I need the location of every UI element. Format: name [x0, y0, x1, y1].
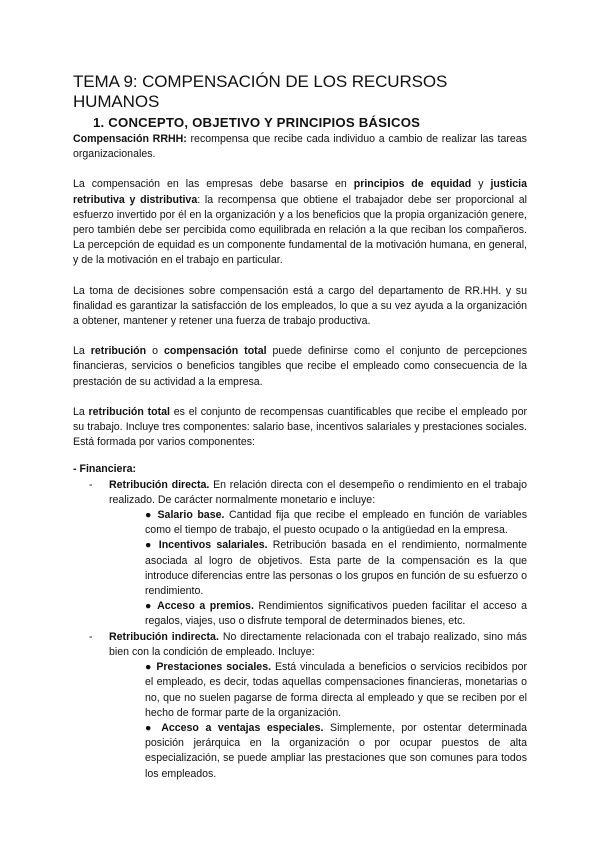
- bullet-prestaciones-sociales: ● Prestaciones sociales. Está vinculada a beneficios o servicios recibidos por el empleado, es decir, todas aquellas compensaciones financieras, monetarias o no, que no suelen pagarse de forma directa al empleado y que se reciben por el hecho de formar parte de la organización.: [145, 661, 528, 719]
- bullet-incentivos-salariales: ● Incentivos salariales. Retribución basada en el rendimiento, normalmente asociada al logro de objetivos. Esta parte de la compensación es la que introduce diferencias entre las personas o los grupos en función de su esfuerzo o rendimiento.: [145, 539, 527, 598]
- list-item-retribucion-indirecta: - Retribución indirecta. No directamente relacionada con el trabajo realizado, sino más bien con la condición de empleado. Incluye:: [89, 630, 527, 658]
- paragraph-equidad: La compensación en las empresas debe basarse en principios de equidad y justicia retributiva y distributiva: la recompensa que obtiene el trabajador debe ser proporcional al esfuerzo invertido por él en la organización y a los beneficios que la propia organización genere, pero también debe ser percibida como equilibrada en relación a la que reciban los compañeros. La percepción de equidad es un componente fundamental de la motivación humana, en general, y de la motivación en el trabajo en particular.: [73, 178, 527, 267]
- paragraph-retribucion: La retribución o compensación total puede definirse como el conjunto de percepciones financieras, servicios o beneficios tangibles que recibe el empleado como consecuencia de la prestación de su actividad a la empresa.: [73, 345, 528, 388]
- bullet-salario-base: ● Salario base. Cantidad fija que recibe el empleado en función de variables como el tiempo de trabajo, el puesto ocupado o la antigüedad en la empresa.: [145, 509, 527, 537]
- paragraph-decisiones: La toma de decisiones sobre compensación está a cargo del departamento de RR.HH. y su finalidad es garantizar la satisfacción de los empleados, lo que a su vez ayuda a la organización a obtener, mantener y retener una fuerza de trabajo productiva.: [73, 284, 527, 328]
- list-heading-financiera: - Financiera:: [73, 463, 136, 476]
- bullet-acceso-premios: ● Acceso a premios. Rendimientos significativos pueden facilitar el acceso a regalos, viajes, uso o disfrute temporal de determinados bienes, etc.: [145, 600, 527, 628]
- section-heading: 1. CONCEPTO, OBJETIVO Y PRINCIPIOS BÁSICOS: [93, 115, 421, 130]
- list-item-retribucion-directa: - Retribución directa. En relación directa con el desempeño o rendimiento en el trabajo realizado. De carácter normalmente monetario e incluye:: [89, 478, 527, 506]
- paragraph-compensacion-rrhh: Compensación RRHH: recompensa que recibe cada individuo a cambio de realizar las tareas organizacionales.: [73, 133, 527, 161]
- document-title: TEMA 9: COMPENSACIÓN DE LOS RECURSOS HUMANOS: [73, 72, 448, 111]
- term-compensacion-rrhh: Compensación RRHH:: [73, 133, 187, 145]
- dash-marker: -: [89, 630, 93, 643]
- dash-marker: -: [89, 478, 93, 491]
- paragraph-retribucion-total: La retribución total es el conjunto de recompensas cuantificables que recibe el empleado por su trabajo. Incluye tres componentes: salario base, incentivos salariales y prestaciones sociales. Está formada por varios componentes:: [73, 405, 527, 449]
- bullet-ventajas-especiales: ● Acceso a ventajas especiales. Simplemente, por ostentar determinada posición jerárquica en la organización o por ocupar puestos de alta especialización, se puede ampliar las prestaciones que son comunes para todos los empleados.: [145, 721, 527, 780]
